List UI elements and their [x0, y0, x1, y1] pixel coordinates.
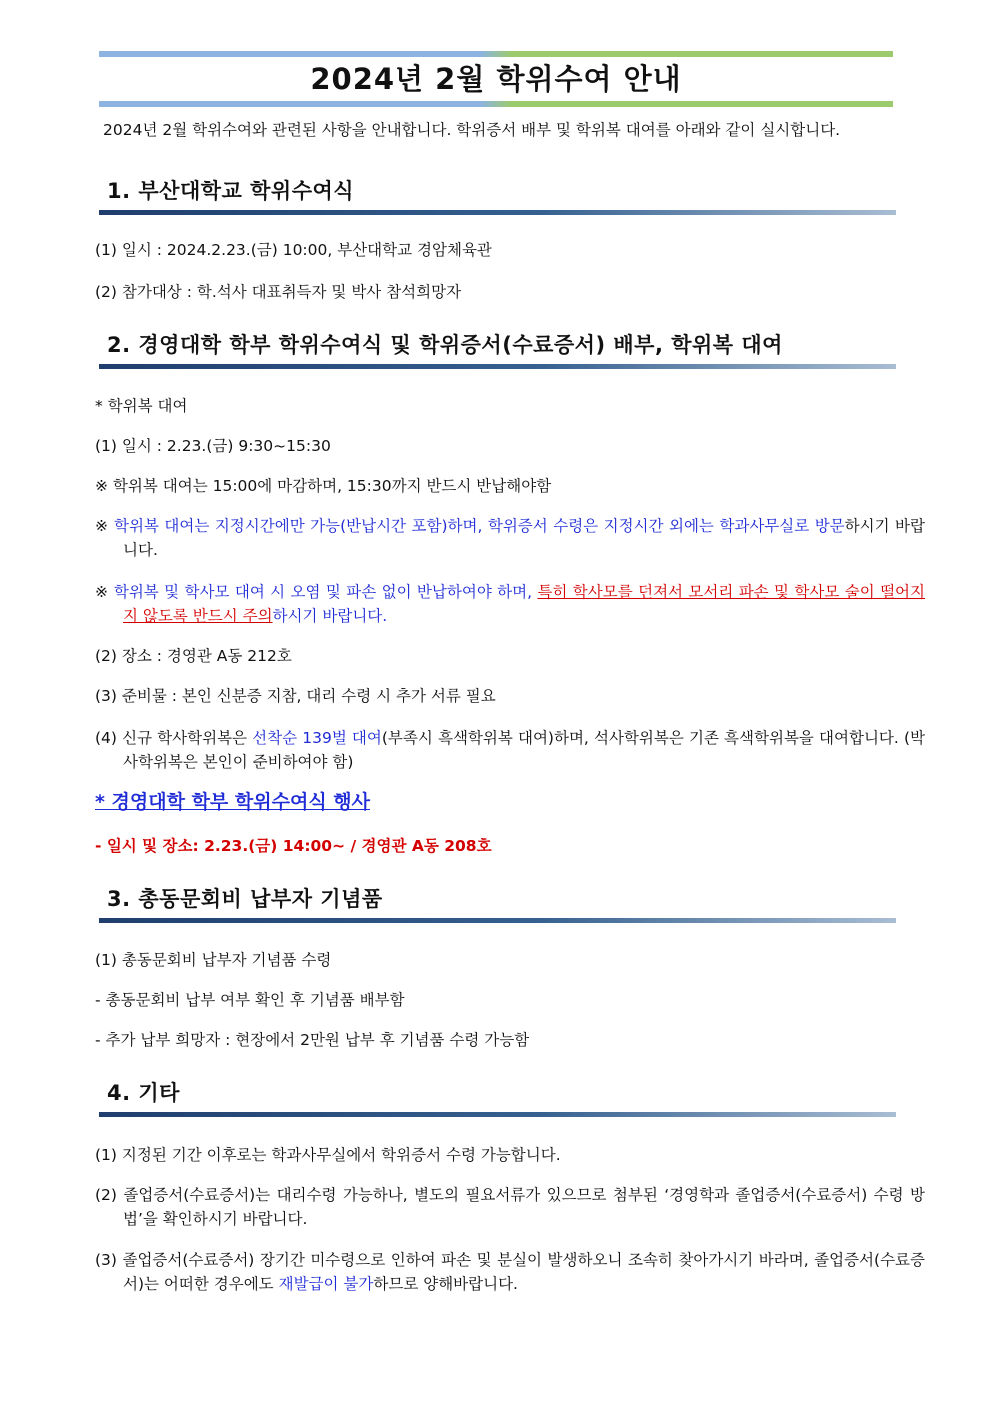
title-top-rule [99, 51, 893, 57]
section-4-heading-block [99, 1078, 896, 1117]
s3-item-1: (1) 총동문회비 납부자 기념품 수령 [95, 951, 332, 969]
section-4-rule [99, 1112, 896, 1117]
section-3-rule [99, 918, 896, 923]
s4-item-1: (1) 지정된 기간 이후로는 학과사무실에서 학위증서 수령 가능합니다. [95, 1146, 561, 1164]
s2-note-3 [95, 580, 925, 628]
section-2-heading-block [99, 330, 896, 369]
s2-item-3: (3) 준비물 : 본인 신분증 지참, 대리 수령 시 추가 서류 필요 [95, 687, 496, 705]
s2-note-1: ※ 학위복 대여는 15:00에 마감하며, 15:30까지 반드시 반납해야함 [95, 477, 552, 495]
section-2-rule [99, 364, 896, 369]
document-title: 2024년 2월 학위수여 안내 [310, 62, 682, 96]
s4-item-3 [95, 1248, 925, 1296]
s2-item-4-a: (4) 신규 학사학위복은 [95, 729, 248, 747]
section-4-heading: 4. 기타 [107, 1081, 180, 1105]
section-3-heading: 3. 총동문회비 납부자 기념품 [107, 887, 383, 911]
s3-item-2: - 총동문회비 납부 여부 확인 후 기념품 배부함 [95, 991, 405, 1009]
s3-item-3: - 추가 납부 희망자 : 현장에서 2만원 납부 후 기념품 수령 가능함 [95, 1031, 530, 1049]
s2-note-2-rest: 하시기 바랍니다. [123, 517, 925, 559]
s4-item-3-blue: 재발급이 불가 [278, 1275, 374, 1293]
s2-note-2 [95, 514, 925, 562]
s2-item-4-blue: 선착순 139벌 대여 [252, 729, 382, 747]
note-mark: ※ [95, 517, 109, 535]
s2-note-3-red-warning: 특히 학사모를 던져서 모서리 파손 및 학사모 술이 떨어지지 않도록 반드시 주의 [123, 583, 925, 625]
section-1-rule [99, 210, 896, 215]
ceremony-heading: * 경영대학 학부 학위수여식 행사 [95, 791, 370, 813]
section-1-heading-block [99, 176, 896, 215]
section-2-heading: 2. 경영대학 학부 학위수여식 및 학위증서(수료증서) 배부, 학위복 대여 [107, 333, 783, 357]
title-bottom-rule [99, 101, 893, 107]
s2-note-2-blue: 학위복 대여는 지정시간에만 가능(반납시간 포함)하며, 학위증서 수령은 지정시간 외에는 학과사무실로 방문 [114, 517, 845, 535]
section-1-heading: 1. 부산대학교 학위수여식 [107, 179, 355, 203]
ceremony-detail: - 일시 및 장소: 2.23.(금) 14:00~ / 경영관 A동 208호 [95, 837, 492, 855]
section-3-heading-block [99, 884, 896, 923]
note-mark: ※ [95, 583, 109, 601]
s2-item-2: (2) 장소 : 경영관 A동 212호 [95, 647, 292, 665]
s4-item-3-a: (3) 졸업증서(수료증서) 장기간 미수령으로 인하여 파손 및 분실이 발생하오니 조속히 찾아가시기 바라며, 졸업증서(수료증서)는 어떠한 경우에도 [95, 1251, 925, 1293]
s2-item-1: (1) 일시 : 2.23.(금) 9:30~15:30 [95, 437, 331, 455]
s4-item-2: (2) 졸업증서(수료증서)는 대리수령 가능하나, 별도의 필요서류가 있으므로 첨부된 ‘경영학과 졸업증서(수료증서) 수령 방법’을 확인하시기 바랍니다. [95, 1186, 925, 1228]
s4-item-3-b: 하므로 양해바랍니다. [373, 1275, 518, 1293]
s2-item-4 [95, 726, 925, 774]
s1-item-2: (2) 참가대상 : 학.석사 대표취득자 및 박사 참석희망자 [95, 283, 462, 301]
s2-item-4-b: (부족시 흑색학위복 대여)하며, 석사학위복은 기존 흑색학위복을 대여합니다. (박사학위복은 본인이 준비하여야 함) [123, 729, 925, 771]
s1-item-1: (1) 일시 : 2024.2.23.(금) 10:00, 부산대학교 경암체육관 [95, 241, 492, 259]
s2-note-3-blue: 학위복 및 학사모 대여 시 오염 및 파손 없이 반납하여야 하며, [113, 583, 533, 601]
intro-paragraph: 2024년 2월 학위수여와 관련된 사항을 안내합니다. 학위증서 배부 및 학위복 대여를 아래와 같이 실시합니다. [103, 121, 841, 139]
s2-note-3-rest: 하시기 바랍니다. [272, 607, 388, 625]
s2-gown-label: * 학위복 대여 [95, 397, 188, 415]
